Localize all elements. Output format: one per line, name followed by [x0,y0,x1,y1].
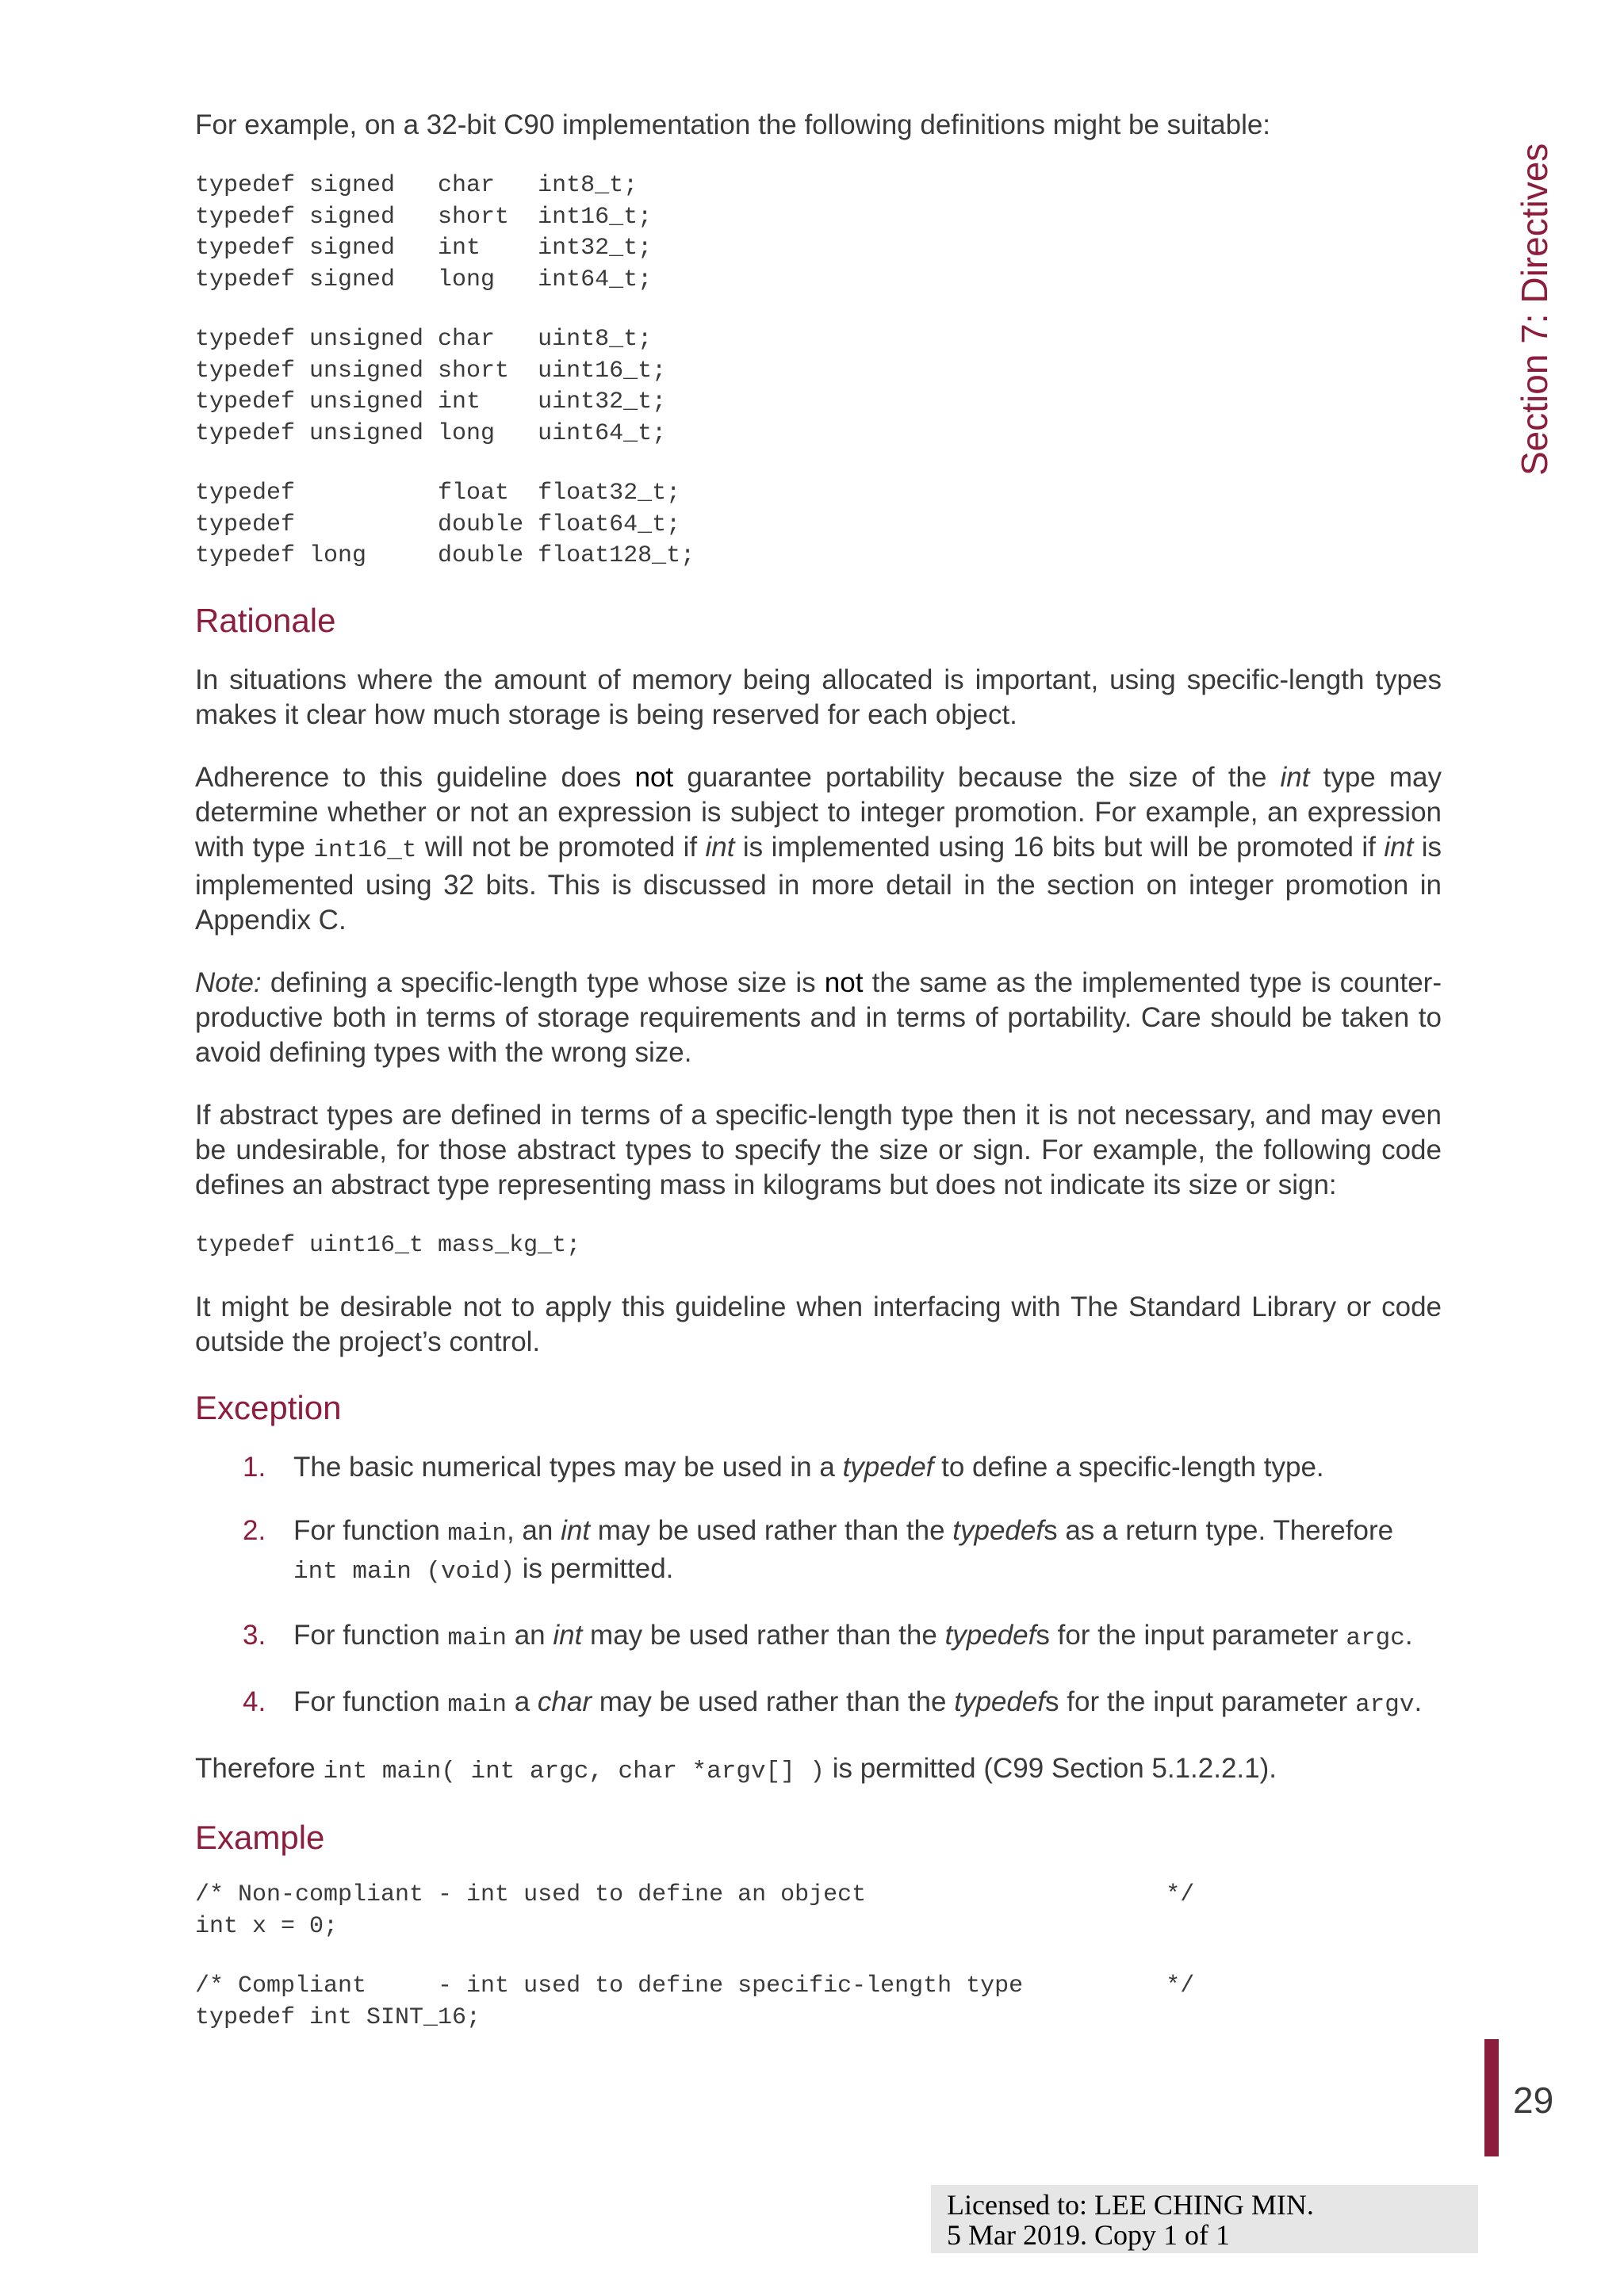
list-item: 2. For function main, an int may be used rather than the typedefs as a return type. Therefore int main (void) is permitted. [243,1515,1394,1586]
section-title: Section 7: Directives [1514,143,1555,476]
license-line-1: Licensed to: LEE CHING MIN. [947,2189,1314,2221]
code-block-signed: typedef signed char int8_t; typedef signed short int16_t; typedef signed int int32_t; typedef signed long int64_t; [195,172,653,293]
rationale-paragraph-3: Note: defining a specific-length type whose size is not the same as the implemented type is counter-productive both in terms of storage requirements and in terms of portability. Care should be taken to avoid defining types with the wrong size. [195,966,1442,1068]
page-number-bar [1484,2039,1499,2156]
exception-heading: Exception [195,1389,342,1426]
rationale-paragraph-1: In situations where the amount of memory being allocated is important, using specific-length types makes it clear how much storage is being reserved for each object. [195,664,1442,730]
rationale-paragraph-2: Adherence to this guideline does not guarantee portability because the size of the int type may determine whether or not an expression is subject to integer promotion. For example, an expression with type int16_t will not be promoted if int is implemented using 16 bits but will be promoted if int is implemented using 32 bits. This is discussed in more detail in the section on integer promotion in Appendix C. [195,761,1442,936]
code-block-compliant: /* Compliant - int used to define specific-length type */ typedef int SINT_16; [195,1973,1195,2031]
list-item: 4. For function main a char may be used rather than the typedefs for the input parameter argv. [243,1686,1423,1719]
page-content [195,108,1442,2062]
code-block-noncompliant: /* Non-compliant - int used to define an object */ int x = 0; [195,1881,1195,1940]
example-heading: Example [195,1819,325,1856]
therefore-paragraph: Therefore int main( int argc, char *argv[] ) is permitted (C99 Section 5.1.2.2.1). [195,1753,1277,1785]
exception-list [195,1450,1442,1723]
rationale-paragraph-5: It might be desirable not to apply this guideline when interfacing with The Standard Library or code outside the project’s control. [195,1292,1442,1357]
rationale-heading: Rationale [195,601,336,639]
list-item: 3. For function main an int may be used rather than the typedefs for the input parameter argc. [243,1620,1413,1652]
code-block-float: typedef float float32_t; typedef double float64_t; typedef long double float128_t; [195,480,695,569]
list-item: 1. The basic numerical types may be used in a typedef to define a specific-length type. [243,1452,1324,1483]
page-number: 29 [1513,2080,1554,2121]
code-block-unsigned: typedef unsigned char uint8_t; typedef unsigned short uint16_t; typedef unsigned int uint32_t; typedef unsigned long uint64_t; [195,326,667,447]
license-line-2: 5 Mar 2019. Copy 1 of 1 [947,2219,1230,2251]
code-block-mass: typedef uint16_t mass_kg_t; [195,1231,581,1259]
rationale-paragraph-4: If abstract types are defined in terms of a specific-length type then it is not necessary, and may even be undesirable, for those abstract types to specify the size or sign. For example, the following code defines an abstract type representing mass in kilograms but does not indicate its size or sign: [195,1099,1442,1200]
license-box [931,2185,1478,2253]
intro-paragraph: For example, on a 32-bit C90 implementation the following definitions might be suitable: [195,109,1271,140]
